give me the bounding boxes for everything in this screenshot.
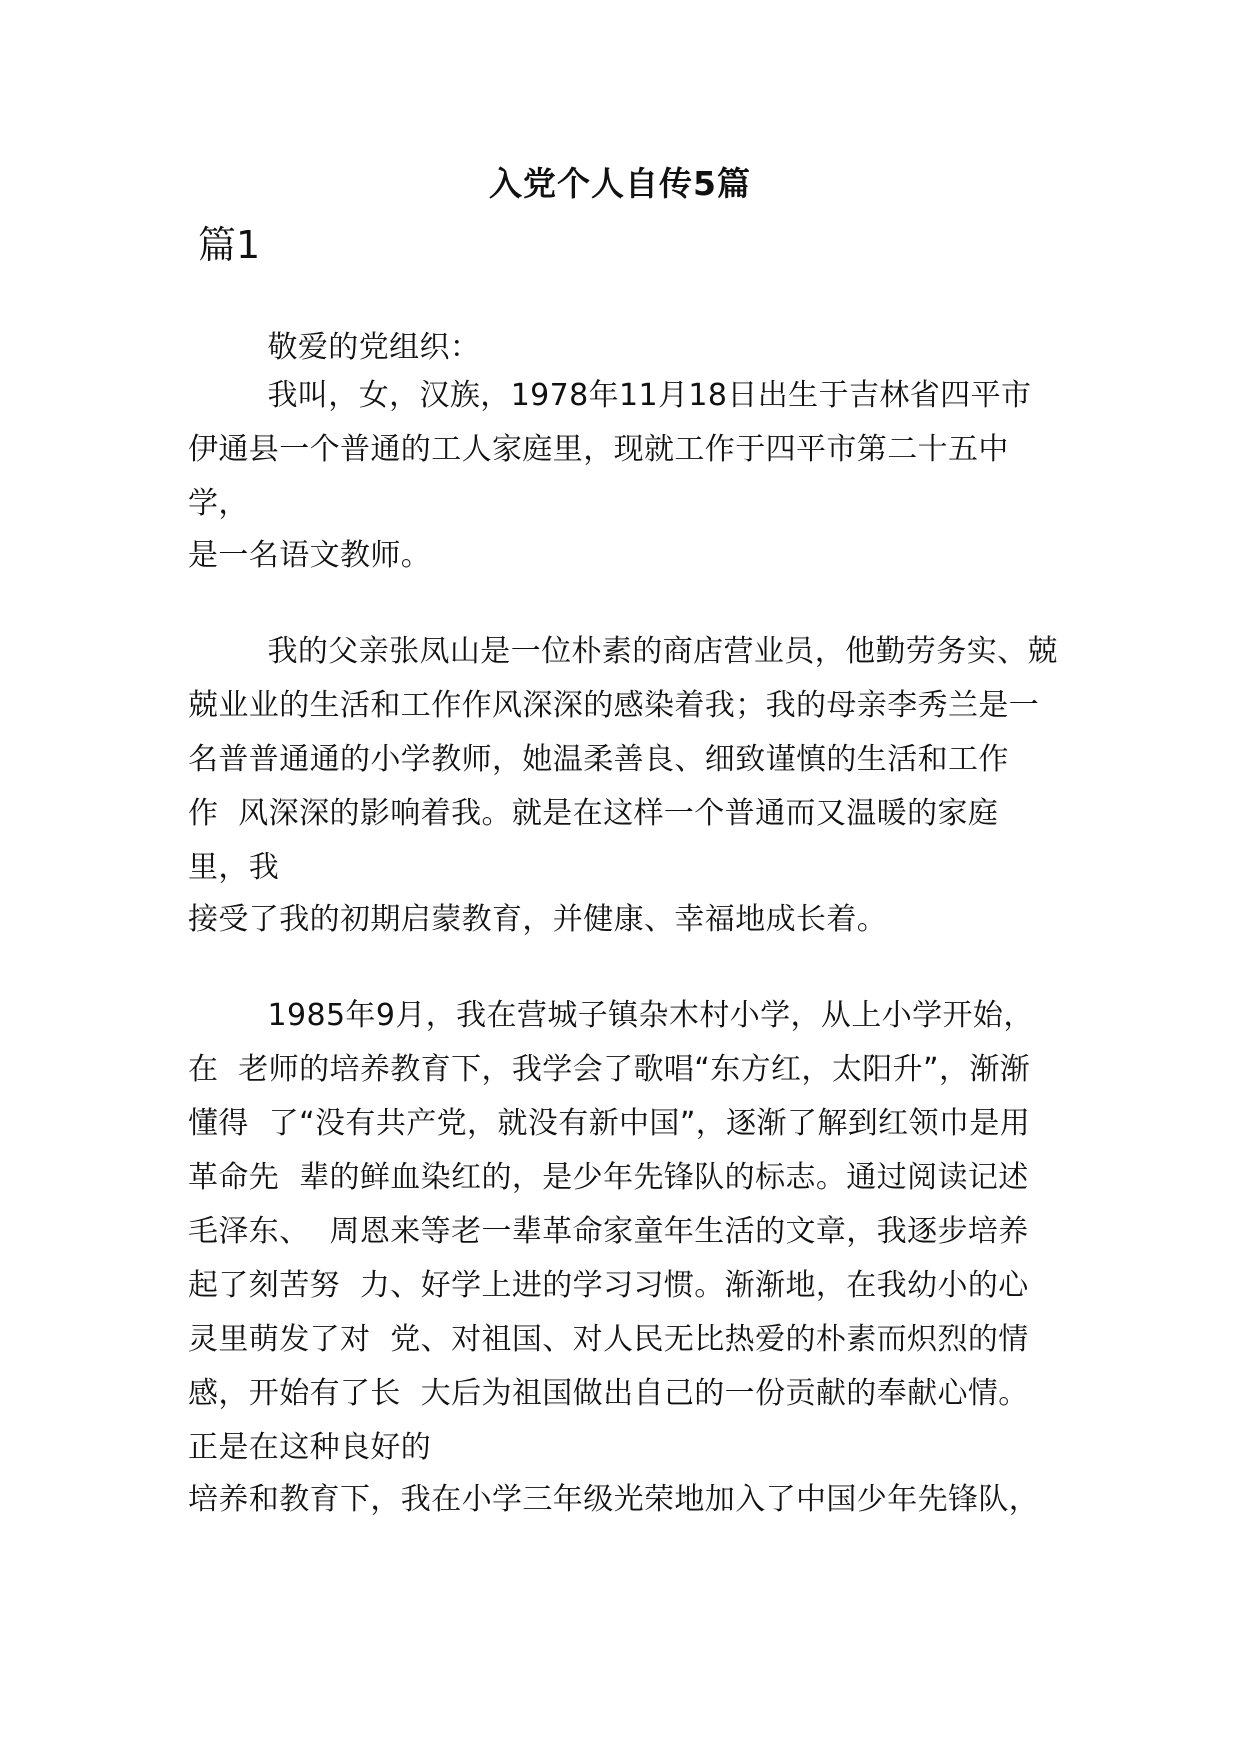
paragraph-line: 伊通县一个普通的工人家庭里，现就工作于四平市第二十五中 [188, 432, 1009, 467]
section-heading: 篇1 [198, 223, 261, 267]
paragraph-line: 起了刻苦努 力、好学上进的学习习惯。渐渐地，在我幼小的心 [188, 1268, 1029, 1303]
paragraph-line: 革命先 辈的鲜血染红的，是少年先锋队的标志。通过阅读记述 [188, 1160, 1029, 1195]
paragraph-line: 灵里萌发了对 党、对祖国、对人民无比热爱的朴素而炽烈的情 [188, 1322, 1029, 1357]
paragraph-line: 兢业业的生活和工作作风深深的感染着我；我的母亲李秀兰是一 [188, 688, 1040, 723]
paragraph-line: 毛泽东、 周恩来等老一辈革命家童年生活的文章，我逐步培养 [188, 1214, 1029, 1249]
paragraph-line: 名普普通通的小学教师，她温柔善良、细致谨慎的生活和工作 [188, 742, 1009, 777]
paragraph-line: 我叫，女，汉族，1978年11月18日出生于吉林省四平市 [188, 378, 1032, 413]
paragraph-line: 感，开始有了长 大后为祖国做出自己的一份贡献的奉献心情。 [188, 1376, 1029, 1411]
paragraph-line: 我的父亲张凤山是一位朴素的商店营业员，他勤劳务实、兢 [188, 634, 1058, 669]
document-title: 入党个人自传5篇 [489, 164, 751, 203]
paragraph-line: 1985年9月，我在营城子镇杂木村小学，从上小学开始， [188, 998, 1034, 1033]
paragraph-line: 培养和教育下，我在小学三年级光荣地加入了中国少年先锋队， [188, 1482, 1040, 1517]
paragraph-line: 在 老师的培养教育下，我学会了歌唱“东方红，太阳升”，渐渐 [188, 1052, 1031, 1087]
salutation-line: 敬爱的党组织： [188, 330, 481, 365]
paragraph-line: 接受了我的初期启蒙教育，并健康、幸福地成长着。 [188, 902, 888, 937]
paragraph-line: 里，我 [188, 850, 280, 885]
paragraph-line: 懂得 了“没有共产党，就没有新中国”，逐渐了解到红领巾是用 [188, 1106, 1031, 1141]
paragraph-line: 正是在这种良好的 [188, 1430, 432, 1465]
paragraph-line: 作 风深深的影响着我。就是在这样一个普通而又温暖的家庭 [188, 796, 999, 831]
paragraph-line: 是一名语文教师。 [188, 538, 432, 573]
paragraph-line: 学， [188, 486, 249, 521]
